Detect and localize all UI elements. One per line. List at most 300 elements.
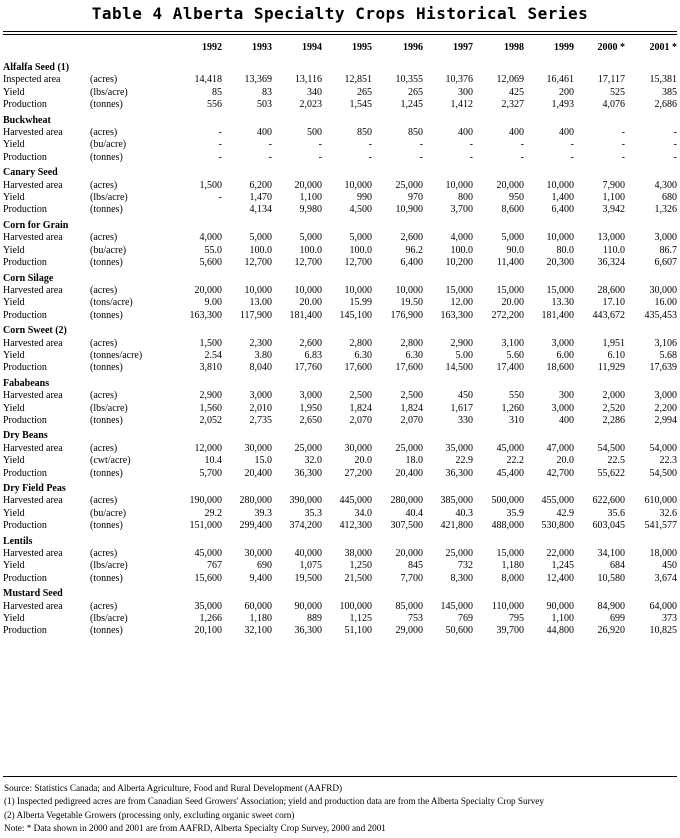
table-row (3, 180, 677, 192)
value-cell: 1,125 (349, 613, 372, 625)
table-row (3, 520, 677, 532)
row-unit: (tonnes) (90, 625, 123, 637)
section-header-row (3, 217, 677, 232)
value-cell: 400 (257, 127, 272, 139)
table-row (3, 415, 677, 427)
value-cell: 525 (610, 86, 625, 98)
table-row (3, 390, 677, 402)
value-cell: 280,000 (239, 495, 272, 507)
value-cell: 19,500 (294, 572, 322, 584)
value-cell: 6,400 (551, 204, 574, 216)
table-row (3, 87, 677, 99)
table-row (3, 338, 677, 350)
value-cell: 45,000 (194, 548, 222, 560)
value-cell: - (218, 139, 222, 151)
section-header-row (3, 533, 677, 548)
value-cell: 15,000 (546, 284, 574, 296)
value-cell: 13,000 (597, 232, 625, 244)
table-row (3, 625, 677, 637)
row-label: Production (3, 151, 47, 163)
value-cell: 163,300 (440, 309, 473, 321)
value-cell: 28,600 (597, 284, 625, 296)
value-cell: 10,000 (546, 232, 574, 244)
value-cell: 400 (559, 414, 574, 426)
value-cell: 15.99 (349, 297, 372, 309)
value-cell: - (268, 151, 272, 163)
value-cell: - (218, 151, 222, 163)
value-cell: 889 (307, 613, 322, 625)
value-cell: 425 (509, 86, 524, 98)
value-cell: 2,327 (501, 99, 524, 111)
value-cell: 110,000 (491, 600, 524, 612)
value-cell: 488,000 (491, 520, 524, 532)
value-cell: 25,000 (395, 442, 423, 454)
value-cell: 4,000 (199, 232, 222, 244)
value-cell: 6,400 (400, 257, 423, 269)
row-label: Harvested area (3, 127, 63, 139)
table-row (3, 560, 677, 572)
value-cell: 850 (357, 127, 372, 139)
value-cell: 16,461 (546, 74, 574, 86)
value-cell: 400 (559, 127, 574, 139)
value-cell: 2,520 (602, 402, 625, 414)
value-cell: 1,100 (602, 192, 625, 204)
table-row (3, 204, 677, 216)
crops-table (3, 37, 677, 638)
value-cell: 330 (458, 414, 473, 426)
row-label: Harvested area (3, 495, 63, 507)
value-cell: 2,735 (249, 414, 272, 426)
row-label: Yield (3, 139, 25, 151)
row-unit: (acres) (90, 232, 118, 244)
value-cell: 2,300 (249, 337, 272, 349)
value-cell: 2.54 (204, 349, 222, 361)
value-cell: 10,355 (395, 74, 423, 86)
row-label: Yield (3, 402, 25, 414)
row-unit: (tonnes) (90, 309, 123, 321)
value-cell: 30,000 (649, 284, 677, 296)
row-unit: (lbs/acre) (90, 613, 128, 625)
row-label: Production (3, 572, 47, 584)
table-row (3, 139, 677, 151)
value-cell: 10,000 (395, 284, 423, 296)
row-label: Harvested area (3, 179, 63, 191)
value-cell: - (469, 139, 473, 151)
value-cell: 27,200 (344, 467, 372, 479)
value-cell: 18.0 (405, 455, 423, 467)
value-cell: 265 (357, 86, 372, 98)
value-cell: 845 (408, 560, 423, 572)
value-cell: 25,000 (445, 548, 473, 560)
crop-name: Corn Silage (3, 272, 54, 284)
value-cell: 14,418 (194, 74, 222, 86)
value-cell: 35.9 (506, 507, 524, 519)
value-cell: - (368, 151, 372, 163)
value-cell: 35.3 (304, 507, 322, 519)
value-cell: 1,470 (249, 192, 272, 204)
value-cell: 1,500 (199, 337, 222, 349)
table-row (3, 297, 677, 309)
value-cell: 100.0 (249, 244, 272, 256)
value-cell: 556 (207, 99, 222, 111)
value-cell: 603,045 (592, 520, 625, 532)
value-cell: 176,900 (390, 309, 423, 321)
value-cell: 22.5 (607, 455, 625, 467)
section-header-row (3, 480, 677, 495)
row-label: Yield (3, 192, 25, 204)
value-cell: 4,134 (249, 204, 272, 216)
value-cell: 11,400 (496, 257, 524, 269)
crop-name: Dry Beans (3, 430, 48, 442)
value-cell: 83 (262, 86, 272, 98)
value-cell: 385 (662, 86, 677, 98)
row-unit: (cwt/acre) (90, 455, 131, 467)
value-cell: 15,600 (194, 572, 222, 584)
value-cell: 1,326 (654, 204, 677, 216)
value-cell: 3,810 (199, 362, 222, 374)
value-cell: 6.83 (304, 349, 322, 361)
value-cell: 1,545 (349, 99, 372, 111)
row-label: Yield (3, 507, 25, 519)
value-cell: 32,100 (244, 625, 272, 637)
value-cell: 390,000 (289, 495, 322, 507)
row-unit: (acres) (90, 600, 118, 612)
value-cell: 9,400 (249, 572, 272, 584)
value-cell: 20.0 (354, 455, 372, 467)
value-cell: 443,672 (592, 309, 625, 321)
value-cell: - (520, 139, 524, 151)
year-header: 1993 (252, 41, 272, 53)
value-cell: 3,000 (551, 337, 574, 349)
crop-name: Fababeans (3, 377, 50, 389)
value-cell: 25,000 (294, 442, 322, 454)
value-cell: 20,000 (395, 548, 423, 560)
value-cell: 40.3 (455, 507, 473, 519)
year-header: 1999 (554, 41, 574, 53)
row-unit: (tonnes) (90, 572, 123, 584)
table-row (3, 350, 677, 362)
value-cell: 3,942 (602, 204, 625, 216)
row-unit: (acres) (90, 390, 118, 402)
value-cell: 340 (307, 86, 322, 98)
row-label: Yield (3, 455, 25, 467)
value-cell: 385,000 (440, 495, 473, 507)
value-cell: 6,200 (249, 179, 272, 191)
value-cell: 272,200 (491, 309, 524, 321)
value-cell: 950 (509, 192, 524, 204)
row-unit: (lbs/acre) (90, 192, 128, 204)
value-cell: 110.0 (602, 244, 625, 256)
value-cell: 10,000 (344, 179, 372, 191)
value-cell: - (621, 127, 625, 139)
table-row (3, 468, 677, 480)
value-cell: 38,000 (344, 548, 372, 560)
year-header: 1996 (403, 41, 423, 53)
row-label: Harvested area (3, 442, 63, 454)
value-cell: 36,300 (445, 467, 473, 479)
crop-name: Mustard Seed (3, 588, 63, 600)
value-cell: 753 (408, 613, 423, 625)
value-cell: 20,400 (244, 467, 272, 479)
row-unit: (acres) (90, 548, 118, 560)
value-cell: 1,180 (501, 560, 524, 572)
row-label: Yield (3, 560, 25, 572)
row-label: Production (3, 99, 47, 111)
value-cell: 181,400 (289, 309, 322, 321)
row-label: Harvested area (3, 337, 63, 349)
value-cell: 151,000 (189, 520, 222, 532)
value-cell: 684 (610, 560, 625, 572)
value-cell: 307,500 (390, 520, 423, 532)
table-row (3, 232, 677, 244)
value-cell: 10,000 (546, 179, 574, 191)
value-cell: 90,000 (294, 600, 322, 612)
table-row (3, 455, 677, 467)
value-cell: 54,000 (649, 442, 677, 454)
header-blank (3, 37, 90, 59)
row-unit: (acres) (90, 127, 118, 139)
value-cell: 450 (458, 390, 473, 402)
value-cell: 36,324 (597, 257, 625, 269)
value-cell: 45,400 (496, 467, 524, 479)
source-note: Source: Statistics Canada; and Alberta Agriculture, Food and Rural Development (AAFRD) (4, 783, 343, 793)
value-cell: 10,200 (445, 257, 473, 269)
value-cell: 1,500 (199, 179, 222, 191)
value-cell: 2,800 (349, 337, 372, 349)
value-cell: 1,180 (249, 613, 272, 625)
header-blank (90, 37, 170, 59)
value-cell: 17,600 (395, 362, 423, 374)
row-unit: (tonnes) (90, 520, 123, 532)
value-cell: - (673, 127, 677, 139)
value-cell: 732 (458, 560, 473, 572)
row-unit: (tonnes) (90, 151, 123, 163)
value-cell: 699 (610, 613, 625, 625)
table-row (3, 443, 677, 455)
value-cell: 1,245 (551, 560, 574, 572)
value-cell: 374,200 (289, 520, 322, 532)
table-row (3, 245, 677, 257)
row-unit: (tonnes) (90, 99, 123, 111)
section-header-row (3, 59, 677, 74)
value-cell: 13.00 (249, 297, 272, 309)
value-cell: 20,300 (546, 257, 574, 269)
value-cell: - (621, 151, 625, 163)
row-label: Harvested area (3, 548, 63, 560)
value-cell: 100.0 (349, 244, 372, 256)
value-cell: 100,000 (339, 600, 372, 612)
section-header-row (3, 270, 677, 285)
value-cell: 4,076 (602, 99, 625, 111)
table-row (3, 127, 677, 139)
value-cell: 64,000 (649, 600, 677, 612)
value-cell: 3,674 (654, 572, 677, 584)
value-cell: 40,000 (294, 548, 322, 560)
value-cell: 850 (408, 127, 423, 139)
value-cell: 34.0 (354, 507, 372, 519)
value-cell (170, 204, 222, 216)
value-cell: 6.10 (607, 349, 625, 361)
table-body (3, 37, 677, 638)
value-cell: 16.00 (654, 297, 677, 309)
value-cell: 1,260 (501, 402, 524, 414)
row-unit: (tonnes) (90, 414, 123, 426)
value-cell: 5,000 (349, 232, 372, 244)
value-cell: 4,300 (654, 179, 677, 191)
value-cell: 42,700 (546, 467, 574, 479)
value-cell: 14,500 (445, 362, 473, 374)
value-cell: 145,000 (440, 600, 473, 612)
row-unit: (lbs/acre) (90, 86, 128, 98)
value-cell: 51,100 (344, 625, 372, 637)
value-cell: 1,951 (602, 337, 625, 349)
row-label: Harvested area (3, 600, 63, 612)
value-cell: 39,700 (496, 625, 524, 637)
value-cell: 30,000 (244, 548, 272, 560)
value-cell: 990 (357, 192, 372, 204)
value-cell: 34,100 (597, 548, 625, 560)
row-unit: (tonnes/acre) (90, 349, 143, 361)
value-cell: 10,376 (445, 74, 473, 86)
value-cell: 22,000 (546, 548, 574, 560)
value-cell: 3,000 (654, 232, 677, 244)
row-unit: (tons/acre) (90, 297, 133, 309)
value-cell: 6,607 (654, 257, 677, 269)
value-cell: 12,700 (294, 257, 322, 269)
value-cell: 85 (212, 86, 222, 98)
value-cell: 500,000 (491, 495, 524, 507)
row-unit: (bu/acre) (90, 507, 127, 519)
value-cell: 18,600 (546, 362, 574, 374)
value-cell: 13,116 (294, 74, 322, 86)
year-header: 1995 (352, 41, 372, 53)
value-cell: 200 (559, 86, 574, 98)
value-cell: 20,400 (395, 467, 423, 479)
value-cell: 163,300 (189, 309, 222, 321)
value-cell: 3,000 (654, 390, 677, 402)
value-cell: 10.4 (204, 455, 222, 467)
value-cell: 12,069 (496, 74, 524, 86)
value-cell: 421,800 (440, 520, 473, 532)
section-header-row (3, 585, 677, 600)
section-header-row (3, 164, 677, 179)
row-unit: (acres) (90, 337, 118, 349)
value-cell: 17.10 (602, 297, 625, 309)
value-cell: 500 (307, 127, 322, 139)
value-cell: 2,994 (654, 414, 677, 426)
value-cell: 12,700 (344, 257, 372, 269)
value-cell: - (368, 139, 372, 151)
row-label: Yield (3, 613, 25, 625)
value-cell: 10,000 (344, 284, 372, 296)
value-cell: 30,000 (244, 442, 272, 454)
value-cell: 445,000 (339, 495, 372, 507)
value-cell: 1,493 (551, 99, 574, 111)
row-unit: (acres) (90, 442, 118, 454)
value-cell: 970 (408, 192, 423, 204)
value-cell: 6.30 (405, 349, 423, 361)
value-cell: - (570, 139, 574, 151)
value-cell: 10,000 (445, 179, 473, 191)
value-cell: 1,266 (199, 613, 222, 625)
value-cell: 17,760 (294, 362, 322, 374)
value-cell: 100.0 (299, 244, 322, 256)
value-cell: 412,300 (339, 520, 372, 532)
value-cell: 15,000 (496, 284, 524, 296)
value-cell: 5,600 (199, 257, 222, 269)
section-header-row (3, 112, 677, 127)
row-label: Inspected area (3, 74, 61, 86)
value-cell: 8,300 (450, 572, 473, 584)
value-cell: 35,000 (194, 600, 222, 612)
value-cell: 17,400 (496, 362, 524, 374)
bottom-rule (3, 776, 677, 777)
value-cell: - (469, 151, 473, 163)
value-cell: 7,700 (400, 572, 423, 584)
table-row (3, 310, 677, 322)
value-cell: 12,000 (194, 442, 222, 454)
value-cell: 12.00 (450, 297, 473, 309)
table-row (3, 548, 677, 560)
section-header-row (3, 322, 677, 337)
value-cell: 145,100 (339, 309, 372, 321)
value-cell: 767 (207, 560, 222, 572)
row-label: Yield (3, 244, 25, 256)
row-unit: (acres) (90, 74, 118, 86)
value-cell: 2,800 (400, 337, 423, 349)
value-cell: 15,000 (445, 284, 473, 296)
value-cell: 39.3 (254, 507, 272, 519)
value-cell: - (520, 151, 524, 163)
value-cell: 117,900 (239, 309, 272, 321)
value-cell: 8,600 (501, 204, 524, 216)
value-cell: 3,700 (450, 204, 473, 216)
value-cell: 3,106 (654, 337, 677, 349)
value-cell: 18,000 (649, 548, 677, 560)
row-label: Production (3, 467, 47, 479)
value-cell: 21,500 (344, 572, 372, 584)
value-cell: 373 (662, 613, 677, 625)
value-cell: 2,500 (400, 390, 423, 402)
row-unit: (lbs/acre) (90, 402, 128, 414)
value-cell: - (419, 139, 423, 151)
table-row (3, 495, 677, 507)
value-cell: 96.2 (405, 244, 423, 256)
value-cell: 2,010 (249, 402, 272, 414)
value-cell: 450 (662, 560, 677, 572)
value-cell: 15,381 (649, 74, 677, 86)
value-cell: 20,000 (294, 179, 322, 191)
value-cell: 2,686 (654, 99, 677, 111)
value-cell: 1,950 (299, 402, 322, 414)
value-cell: 10,580 (597, 572, 625, 584)
value-cell: 84,900 (597, 600, 625, 612)
value-cell: 265 (408, 86, 423, 98)
value-cell: 32.0 (304, 455, 322, 467)
value-cell: 3,100 (501, 337, 524, 349)
value-cell: 1,400 (551, 192, 574, 204)
value-cell: 1,100 (299, 192, 322, 204)
value-cell: 1,824 (400, 402, 423, 414)
crop-name: Canary Seed (3, 167, 58, 179)
value-cell: 47,000 (546, 442, 574, 454)
value-cell: 310 (509, 414, 524, 426)
value-cell: 1,412 (450, 99, 473, 111)
value-cell: 54,500 (597, 442, 625, 454)
value-cell: 530,800 (541, 520, 574, 532)
crop-name: Alfalfa Seed (1) (3, 62, 70, 73)
value-cell: 17,600 (344, 362, 372, 374)
